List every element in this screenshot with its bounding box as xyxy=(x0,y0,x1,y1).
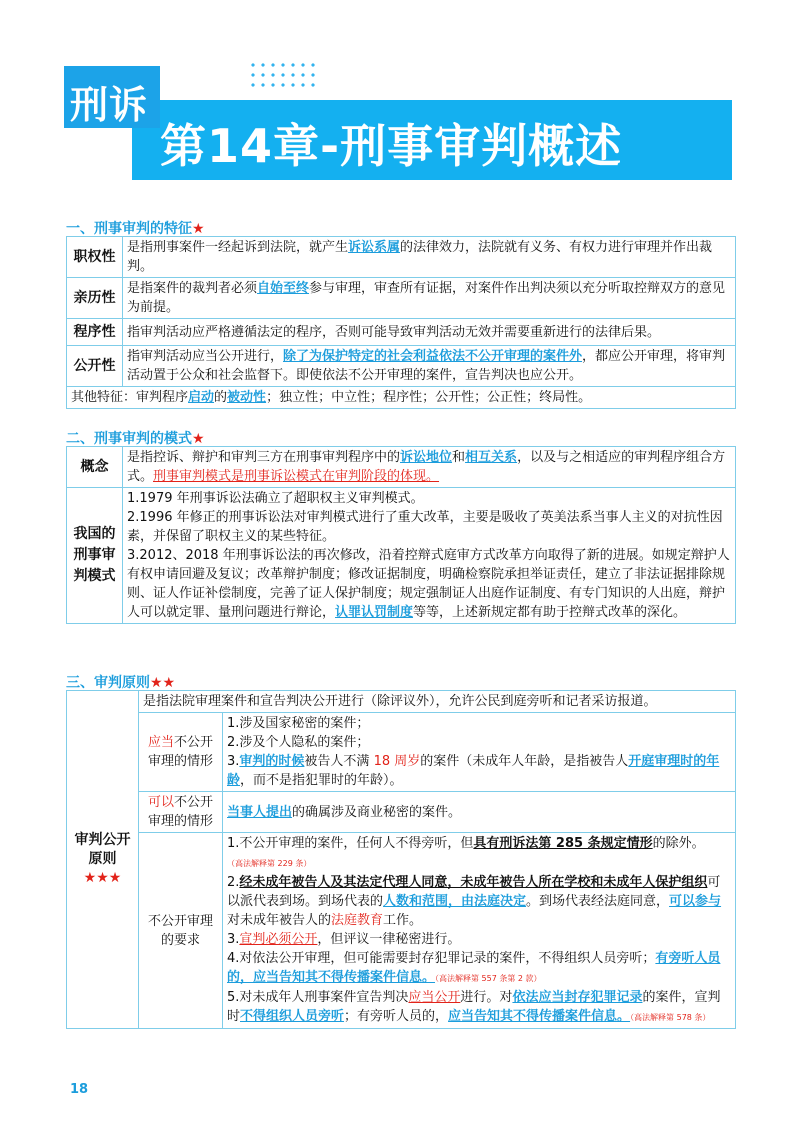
other-features: 其他特征：审判程序启动的被动性；独立性；中立性；程序性；公开性；公正性；终局性。 xyxy=(67,387,736,409)
chapter-header xyxy=(0,0,800,200)
section-3-title: 三、审判原则★★ xyxy=(66,675,176,691)
china-mode-text: 1.1979 年刑事诉讼法确立了超职权主义审判模式。 2.1996 年修正的刑事诉讼法对审判模式进行了重大改革，主要是吸收了英美法系当事人主义的对抗性因素，并保留了职权主义的某些特征。 3.2012、2018 年刑事诉讼法的再次修改，沿着控辩式庭审方式改革方向取得了新的进展。如规定辩护人有权申请回避及复议；改革辩护制度；修改证据制度，明确检察院承担举证责任，建立了非法证据排除规则、证人作证补偿制度，完善了证人保护制度；规定强制证人出庭作证制度、有专门知识的人出庭，辩护人可以就定罪、量刑问题进行辩论，认罪认罚制度等等，上述新规定都有助于控辩式改革的深化。 xyxy=(123,488,736,624)
table-row xyxy=(67,278,736,319)
row-text: 是指案件的裁判者必须自始至终参与审理，审查所有证据，对案件作出判决须以充分听取控辩双方的意见为前提。 xyxy=(123,278,736,319)
row-key: 程序性 xyxy=(67,319,123,346)
should-not-public-label: 应当不公开审理的情形 xyxy=(139,713,223,792)
table-row xyxy=(67,387,736,409)
principle-key: 审判公开原则 ★★★ xyxy=(67,691,139,1029)
row-text: 是指刑事案件一经起诉到法院，就产生诉讼系属的法律效力，法院就有义务、有权力进行审理并作出裁判。 xyxy=(123,237,736,278)
concept-text: 是指控诉、辩护和审判三方在刑事审判程序中的诉讼地位和相互关系，以及与之相适应的审判程序组合方式。刑事审判模式是刑事诉讼模式在审判阶段的体现。 xyxy=(123,447,736,488)
title-bar xyxy=(132,100,732,180)
may-not-public-label: 可以不公开审理的情形 xyxy=(139,792,223,833)
features-table xyxy=(66,236,736,409)
table-row xyxy=(67,833,736,1029)
table-row xyxy=(67,488,736,624)
requirements-label: 不公开审理的要求 xyxy=(139,833,223,1029)
subject-tag-text: 刑诉 xyxy=(70,83,149,127)
table-row xyxy=(67,447,736,488)
section-1-title: 一、刑事审判的特征★ xyxy=(66,221,205,237)
principle-definition: 是指法院审理案件和宣告判决公开进行（除评议外），允许公民到庭旁听和记者采访报道。 xyxy=(139,691,736,713)
should-not-public-items: 1.涉及国家秘密的案件； 2.涉及个人隐私的案件； 3.审判的时候被告人不满 18 周岁的案件（未成年人年龄，是指被告人开庭审理时的年龄，而不是指犯罪时的年龄）。 xyxy=(223,713,736,792)
table-row xyxy=(67,319,736,346)
section-2-title: 二、刑事审判的模式★ xyxy=(66,431,205,447)
subject-tag xyxy=(64,66,160,128)
requirements-items: 1.不公开审理的案件，任何人不得旁听，但具有刑诉法第 285 条规定情形的除外。 （高法解释第 229 条） 2.经未成年被告人及其法定代理人同意，未成年被告人所在学校和未成年人保护组织可以派代表到场。到场代表的人数和范围，由法庭决定。到场代表经法庭同意，可以参与对未成年被告人的法庭教育工作。 3.宣判必须公开，但评议一律秘密进行。 4.对依法公开审理，但可能需要封存犯罪记录的案件，不得组织人员旁听；有旁听人员的，应当告知其不得传播案件信息。（高法解释第 557 条第 2 款） 5.对未成年人刑事案件宣告判决应当公开进行。对依法应当封存犯罪记录的案件，宣判时不得组织人员旁听；有旁听人员的，应当告知其不得传播案件信息。（高法解释第 578 条） xyxy=(223,833,736,1029)
page-number: 18 xyxy=(70,1082,89,1097)
mode-table xyxy=(66,446,736,624)
may-not-public-text: 当事人提出的确属涉及商业秘密的案件。 xyxy=(223,792,736,833)
row-key: 亲历性 xyxy=(67,278,123,319)
row-key: 公开性 xyxy=(67,346,123,387)
row-key: 我国的刑事审判模式 xyxy=(67,488,123,624)
row-key: 概念 xyxy=(67,447,123,488)
table-row xyxy=(67,792,736,833)
row-key: 职权性 xyxy=(67,237,123,278)
decorative-dots xyxy=(248,60,320,90)
row-text: 指审判活动应严格遵循法定的程序，否则可能导致审判活动无效并需要重新进行的法律后果。 xyxy=(123,319,736,346)
principles-table xyxy=(66,690,736,1029)
row-text: 指审判活动应当公开进行，除了为保护特定的社会利益依法不公开审理的案件外，都应公开审理，将审判活动置于公众和社会监督下。即使依法不公开审理的案件，宣告判决也应公开。 xyxy=(123,346,736,387)
table-row xyxy=(67,237,736,278)
chapter-title: 第14章-刑事审判概述 xyxy=(160,119,623,173)
table-row xyxy=(67,691,736,713)
table-row xyxy=(67,713,736,792)
table-row xyxy=(67,346,736,387)
